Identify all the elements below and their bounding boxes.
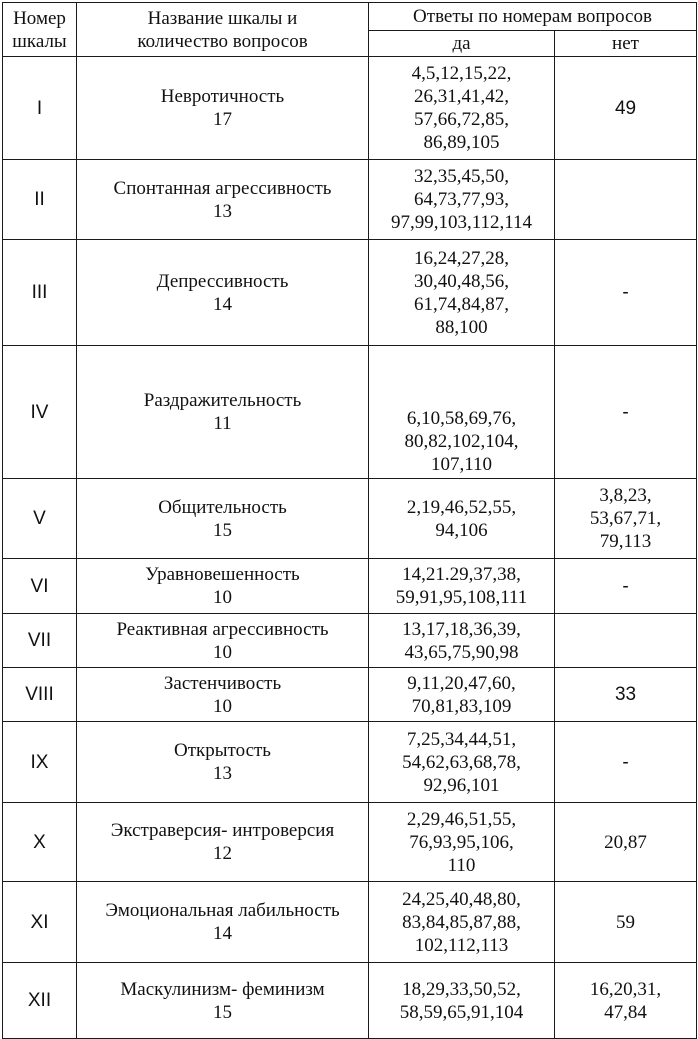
scale-name: Маскулинизм- феминизм	[120, 978, 325, 1000]
scale-name: Реактивная агрессивность	[116, 618, 329, 640]
yes-answers: 2,19,46,52,55, 94,106	[369, 479, 555, 559]
scale-name: Уравновешенность	[145, 564, 300, 585]
table-row	[3, 346, 697, 479]
scale-name-cell	[77, 803, 369, 882]
scale-name-cell	[77, 240, 369, 346]
scale-name-cell	[77, 57, 369, 160]
question-count: 13	[213, 200, 232, 222]
scale-number: VI	[3, 559, 77, 614]
table-row	[3, 722, 697, 803]
no-answers: -	[555, 559, 697, 614]
table-row	[3, 882, 697, 963]
no-answers: 3,8,23, 53,67,71, 79,113	[555, 479, 697, 559]
question-count: 10	[213, 587, 232, 608]
yes-answers: 2,29,46,51,55, 76,93,95,106, 110	[369, 803, 555, 882]
scale-number: XII	[3, 963, 77, 1039]
no-answers: 16,20,31, 47,84	[555, 963, 697, 1039]
question-count: 13	[213, 763, 232, 784]
scale-number: III	[3, 240, 77, 346]
header-scale-name: Название шкалы и количество вопросов	[77, 3, 369, 57]
scale-name-cell	[77, 559, 369, 614]
no-answers: 59	[555, 882, 697, 963]
question-count: 15	[213, 519, 232, 541]
no-answers: -	[555, 346, 697, 479]
scale-number: I	[3, 57, 77, 160]
scales-table	[2, 2, 697, 1039]
scale-name: Экстраверсия- интроверсия	[110, 820, 335, 841]
scale-name-cell	[77, 346, 369, 479]
header-no: нет	[555, 31, 697, 57]
table-row	[3, 803, 697, 882]
table-row	[3, 559, 697, 614]
question-count: 15	[213, 1001, 232, 1023]
yes-answers: 14,21.29,37,38, 59,91,95,108,111	[369, 559, 555, 614]
header-scale-number: Номер шкалы	[3, 3, 77, 57]
table-row	[3, 479, 697, 559]
scale-number: V	[3, 479, 77, 559]
no-answers: 33	[555, 668, 697, 722]
scale-number: X	[3, 803, 77, 882]
table-row	[3, 240, 697, 346]
question-count: 12	[213, 843, 232, 864]
yes-answers: 9,11,20,47,60, 70,81,83,109	[369, 668, 555, 722]
scale-number: VII	[3, 614, 77, 668]
question-count: 14	[213, 293, 232, 315]
scale-name: Общительность	[158, 496, 287, 518]
yes-answers: 7,25,34,44,51, 54,62,63,68,78, 92,96,101	[369, 722, 555, 803]
scale-name: Застенчивость	[163, 672, 282, 694]
scale-number: II	[3, 160, 77, 240]
yes-answers: 16,24,27,28, 30,40,48,56, 61,74,84,87, 88,100	[369, 240, 555, 346]
no-answers: -	[555, 240, 697, 346]
scale-number: IX	[3, 722, 77, 803]
scale-number: XI	[3, 882, 77, 963]
yes-answers: 24,25,40,48,80, 83,84,85,87,88, 102,112,113	[369, 882, 555, 963]
header-yes: да	[369, 31, 555, 57]
question-count: 17	[213, 109, 232, 130]
no-answers	[555, 160, 697, 240]
scale-name: Депрессивность	[156, 270, 289, 292]
scale-name: Спонтанная агрессивность	[113, 177, 332, 199]
scale-name-cell	[77, 479, 369, 559]
question-count: 11	[213, 413, 232, 434]
scale-name-cell	[77, 963, 369, 1039]
scale-name-cell	[77, 882, 369, 963]
scale-number: IV	[3, 346, 77, 479]
scale-name: Открытость	[174, 740, 271, 761]
no-answers: -	[555, 722, 697, 803]
yes-answers: 4,5,12,15,22, 26,31,41,42, 57,66,72,85, 86,89,105	[369, 57, 555, 160]
question-count: 14	[213, 923, 232, 944]
no-answers	[555, 614, 697, 668]
question-count: 10	[213, 695, 232, 717]
no-answers: 49	[555, 57, 697, 160]
scale-name: Невротичность	[160, 86, 285, 107]
scale-name: Эмоциональная лабильность	[105, 900, 340, 921]
table-row	[3, 963, 697, 1039]
scale-name-cell	[77, 722, 369, 803]
question-count: 10	[213, 641, 232, 663]
scale-name-cell	[77, 160, 369, 240]
yes-answers: 13,17,18,36,39, 43,65,75,90,98	[369, 614, 555, 668]
yes-answers: 18,29,33,50,52, 58,59,65,91,104	[369, 963, 555, 1039]
scale-number: VIII	[3, 668, 77, 722]
yes-answers: 6,10,58,69,76, 80,82,102,104, 107,110	[369, 346, 555, 479]
table-row	[3, 57, 697, 160]
no-answers: 20,87	[555, 803, 697, 882]
scale-name-cell	[77, 668, 369, 722]
table-row	[3, 160, 697, 240]
scale-name: Раздражительность	[143, 390, 302, 411]
scale-name-cell	[77, 614, 369, 668]
table-row	[3, 668, 697, 722]
table-row	[3, 614, 697, 668]
yes-answers: 32,35,45,50, 64,73,77,93, 97,99,103,112,114	[369, 160, 555, 240]
header-answers: Ответы по номерам вопросов	[369, 3, 697, 31]
